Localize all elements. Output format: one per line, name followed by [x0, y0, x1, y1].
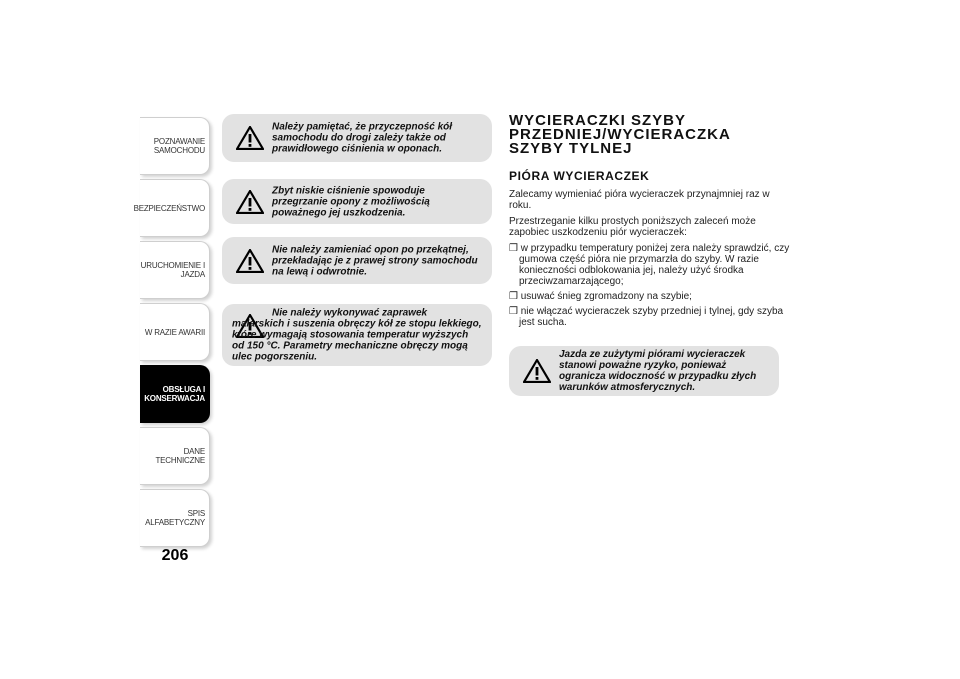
- section-title: WYCIERACZKI SZYBY PRZEDNIEJ/WYCIERACZKA SZYBY TYLNEJ: [509, 112, 731, 157]
- tab-obsluga[interactable]: OBSŁUGA I KONSERWACJA: [140, 365, 210, 423]
- section-body: [509, 189, 794, 332]
- tab-poznawanie[interactable]: POZNAWANIE SAMOCHODU: [140, 117, 210, 175]
- warning-text: Nie należy zamieniać opon po przekątnej, przekładając je z prawej strony samochodu na lewą i odwrotnie.: [272, 244, 478, 277]
- warning-text: Nie należy wykonywać zaprawek malarskich i suszenia obręczy kół ze stopu lekkiego, które wymagają stosowania temperatur wyższych od 150 °C. Parametry mechaniczne obręczy mogą ulec pogorszeniu.: [232, 307, 482, 363]
- warning-triangle-icon: [236, 126, 264, 150]
- warning-box-low-pressure: [222, 179, 492, 224]
- section-subtitle: PIÓRA WYCIERACZEK: [509, 169, 650, 183]
- warning-box-wipers: [509, 346, 779, 396]
- warning-box-paint: [222, 304, 492, 366]
- bullet-list: [509, 243, 794, 328]
- warning-text: Zbyt niskie ciśnienie spowoduje przegrzanie opony z możliwością poważnego jej uszkodzenia.: [272, 185, 430, 218]
- warning-triangle-icon: [236, 190, 264, 214]
- list-item: ❒ usuwać śnieg zgromadzony na szybie;: [509, 291, 794, 302]
- warning-triangle-icon: [236, 249, 264, 273]
- page-number: 206: [161, 547, 189, 564]
- tab-dane-techniczne[interactable]: DANE TECHNICZNE: [140, 427, 210, 485]
- tab-uruchomienie[interactable]: URUCHOMIENIE I JAZDA: [140, 241, 210, 299]
- section-tabs: [133, 117, 210, 551]
- paragraph: Przestrzeganie kilku prostych poniższych zaleceń może zapobiec uszkodzeniu piór wycieraczek:: [509, 216, 756, 238]
- tab-bezpieczenstwo[interactable]: BEZPIECZEŃSTWO: [140, 179, 210, 237]
- list-item: ❒ w przypadku temperatury poniżej zera należy sprawdzić, czy gumowa część pióra nie przymarzła do szyby. W razie konieczności odblokowania jej, należy użyć środka przeciwzamarzającego;: [509, 243, 794, 287]
- warning-triangle-icon: [523, 359, 551, 383]
- warning-text: Jazda ze zużytymi piórami wycieraczek stanowi poważne ryzyko, ponieważ ogranicza widoczność w przypadku złych warunków atmosferycznych.: [559, 349, 757, 393]
- warning-box-tire-swap: [222, 237, 492, 284]
- list-item: ❒ nie włączać wycieraczek szyby przedniej i tylnej, gdy szyba jest sucha.: [509, 306, 794, 328]
- tab-w-razie-awarii[interactable]: W RAZIE AWARII: [140, 303, 210, 361]
- warning-text: Należy pamiętać, że przyczepność kół samochodu do drogi zależy także od prawidłowego ciśnienia w oponach.: [272, 121, 453, 155]
- warning-box-grip: [222, 114, 492, 162]
- paragraph: Zalecamy wymieniać pióra wycieraczek przynajmniej raz w roku.: [509, 189, 770, 211]
- tab-spis-alfabetyczny[interactable]: SPIS ALFABETYCZNY: [140, 489, 210, 547]
